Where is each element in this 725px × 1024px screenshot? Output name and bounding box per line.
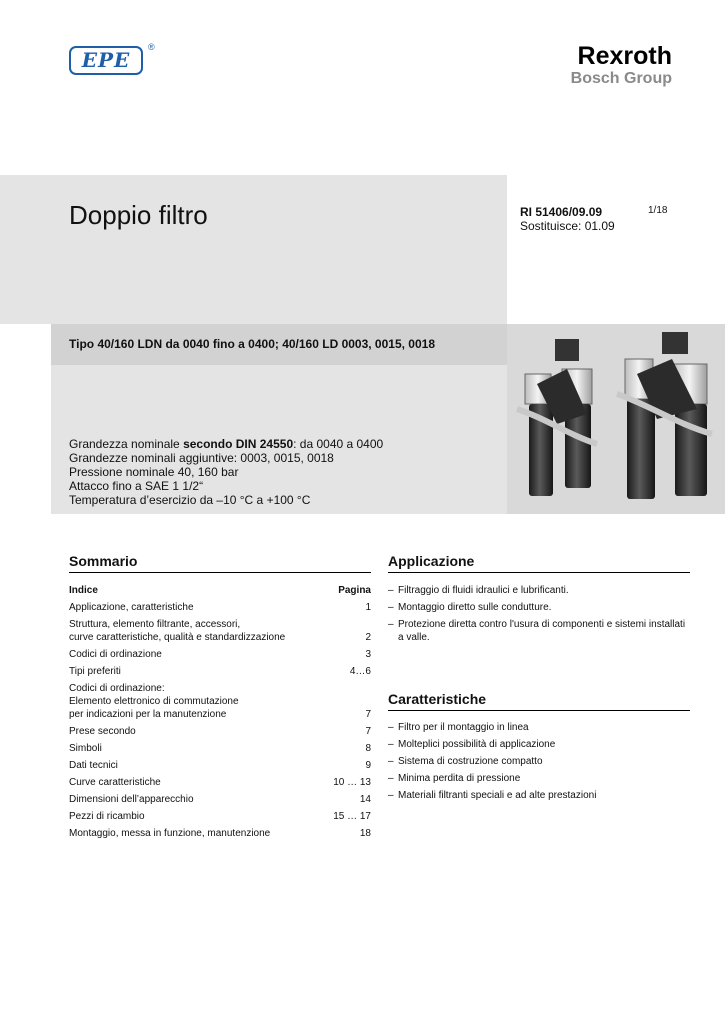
- toc-row: [69, 742, 371, 755]
- application-item-text: Protezione diretta contro l'usura di componenti e sistemi installati a valle.: [398, 619, 686, 643]
- title-panel: [0, 175, 507, 324]
- toc-row-page: 4…6: [349, 666, 371, 677]
- toc-row: [69, 810, 371, 823]
- nominal-size-range: : da 0040 a 0400: [293, 437, 384, 451]
- bullet-dash: –: [388, 790, 394, 801]
- toc-row-page: 7: [365, 726, 371, 737]
- operating-temperature: Temperatura d’esercizio da –10 °C a +100 °C: [69, 493, 311, 507]
- bullet-dash: –: [388, 619, 394, 630]
- feature-item: [388, 721, 688, 734]
- toc-row-page: 10 … 13: [333, 777, 371, 788]
- feature-item: [388, 789, 688, 802]
- toc-row-label: Dimensioni dell’apparecchio: [69, 794, 194, 805]
- bullet-dash: –: [388, 773, 394, 784]
- toc-row-page: 3: [365, 649, 371, 660]
- toc-row: [69, 682, 371, 721]
- document-replaces: Sostituisce: 01.09: [520, 219, 615, 233]
- toc-row-label: Pezzi di ricambio: [69, 811, 145, 822]
- toc-row: [69, 648, 371, 661]
- bullet-dash: –: [388, 739, 394, 750]
- type-description: Tipo 40/160 LDN da 0040 fino a 0400; 40/160 LD 0003, 0015, 0018: [69, 337, 435, 351]
- bosch-group-label: Bosch Group: [570, 70, 672, 87]
- toc-row: [69, 601, 371, 614]
- feature-item: [388, 755, 688, 768]
- additional-sizes: Grandezze nominali aggiuntive: 0003, 0015, 0018: [69, 451, 334, 465]
- toc-index-header: Indice: [69, 585, 98, 596]
- application-item-text: Montaggio diretto sulle condutture.: [398, 602, 552, 613]
- epe-logo: EPE: [69, 46, 143, 75]
- toc-row-label: Dati tecnici: [69, 760, 118, 771]
- feature-item: [388, 738, 688, 751]
- bullet-dash: –: [388, 722, 394, 733]
- summary-title: Sommario: [69, 553, 138, 569]
- bullet-dash: –: [388, 756, 394, 767]
- toc-row: [69, 759, 371, 772]
- features-title: Caratteristiche: [388, 691, 487, 707]
- toc-row-label: Simboli: [69, 743, 102, 754]
- toc-row-label: Codici di ordinazione: Elemento elettronico di commutazione per indicazioni per la manutenzione: [69, 683, 239, 720]
- toc-row-label: Applicazione, caratteristiche: [69, 602, 194, 613]
- features-list: [388, 721, 688, 806]
- toc-row: [69, 776, 371, 789]
- application-item: [388, 618, 688, 644]
- nominal-pressure: Pressione nominale 40, 160 bar: [69, 465, 239, 479]
- feature-item-text: Sistema di costruzione compatto: [398, 756, 543, 767]
- feature-item: [388, 772, 688, 785]
- specs-list: [69, 437, 383, 507]
- application-item: [388, 601, 688, 614]
- application-rule: [388, 572, 690, 573]
- feature-item-text: Molteplici possibilità di applicazione: [398, 739, 556, 750]
- toc-row-label: Tipi preferiti: [69, 666, 121, 677]
- toc-row-label: Struttura, elemento filtrante, accessori, curve caratteristiche, qualità e standardizzazione: [69, 619, 286, 643]
- toc-row: [69, 725, 371, 738]
- application-title: Applicazione: [388, 553, 475, 569]
- toc-row-page: 15 … 17: [333, 811, 371, 822]
- nominal-size-prefix: Grandezza nominale: [69, 437, 184, 451]
- toc-row-page: 8: [365, 743, 371, 754]
- registered-mark: ®: [148, 42, 155, 52]
- toc-row-label: Curve caratteristiche: [69, 777, 161, 788]
- bullet-dash: –: [388, 585, 394, 596]
- product-photo: [507, 324, 725, 514]
- toc-row-page: 18: [359, 828, 371, 839]
- toc-row-label: Montaggio, messa in funzione, manutenzione: [69, 828, 271, 839]
- toc-row-label: Prese secondo: [69, 726, 136, 737]
- toc-row: [69, 827, 371, 840]
- rexroth-logo: Rexroth: [577, 42, 672, 70]
- toc-page-header: Pagina: [338, 585, 371, 596]
- toc-row-page: 7: [365, 709, 371, 720]
- toc-row-page: 9: [365, 760, 371, 771]
- bullet-dash: –: [388, 602, 394, 613]
- feature-item-text: Minima perdita di pressione: [398, 773, 521, 784]
- connection-size: Attacco fino a SAE 1 1/2“: [69, 479, 204, 493]
- feature-item-text: Filtro per il montaggio in linea: [398, 722, 529, 733]
- application-item: [388, 584, 688, 597]
- toc-row: [69, 665, 371, 678]
- toc-row: [69, 793, 371, 806]
- nominal-size-standard: secondo DIN 24550: [183, 437, 294, 451]
- document-title: Doppio filtro: [69, 200, 208, 230]
- document-number: RI 51406/09.09: [520, 205, 603, 219]
- features-rule: [388, 710, 690, 711]
- toc-row-page: 2: [365, 632, 371, 643]
- toc-row-label: Codici di ordinazione: [69, 649, 162, 660]
- nominal-size: [69, 437, 383, 451]
- toc-header: [69, 584, 371, 597]
- page-number: 1/18: [648, 205, 668, 216]
- application-item-text: Filtraggio di fluidi idraulici e lubrificanti.: [398, 585, 569, 596]
- feature-item-text: Materiali filtranti speciali e ad alte prestazioni: [398, 790, 597, 801]
- toc-row: [69, 618, 371, 644]
- application-list: [388, 584, 688, 648]
- toc-row-page: 14: [359, 794, 371, 805]
- toc-row-page: 1: [365, 602, 371, 613]
- summary-rule: [69, 572, 371, 573]
- table-of-contents: [69, 584, 371, 844]
